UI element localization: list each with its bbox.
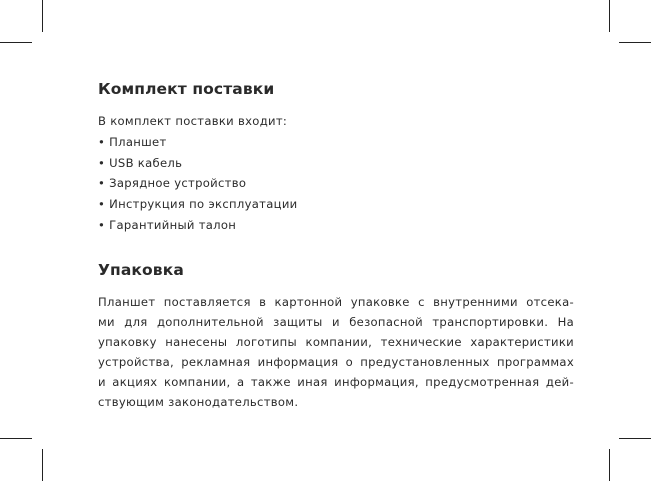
crop-mark [42, 0, 43, 32]
crop-mark [619, 438, 651, 439]
crop-mark [619, 42, 651, 43]
section-title-contents: Комплект поставки [98, 80, 275, 98]
list-item: • USB кабель [98, 155, 183, 170]
paragraph-line: Планшет поставляется в картонной упаковке с внутренними отсека- [98, 295, 574, 309]
crop-mark [0, 438, 32, 439]
contents-intro: В комплект поставки входит: [98, 114, 288, 128]
list-item: • Инструкция по эксплуатации [98, 197, 298, 212]
packaging-paragraph [98, 292, 574, 412]
list-item: • Гарантийный талон [98, 217, 237, 232]
crop-mark [0, 42, 32, 43]
paragraph-line: ми для дополнительной защиты и безопасной транспортировки. На [98, 315, 574, 329]
list-item: • Зарядное устройство [98, 176, 247, 191]
paragraph-line: упаковку нанесены логотипы компании, технические характеристики [98, 335, 574, 349]
section-title-packaging: Упаковка [98, 261, 184, 279]
paragraph-line: и акциях компании, а также иная информация, предусмотренная дей- [98, 375, 574, 389]
crop-mark [609, 449, 610, 481]
list-item: • Планшет [98, 135, 167, 149]
crop-mark [609, 0, 610, 32]
paragraph-line: устройства, рекламная информация о предустановленных программах [98, 355, 574, 369]
crop-mark [42, 449, 43, 481]
paragraph-line: ствующим законодательством. [98, 395, 299, 409]
